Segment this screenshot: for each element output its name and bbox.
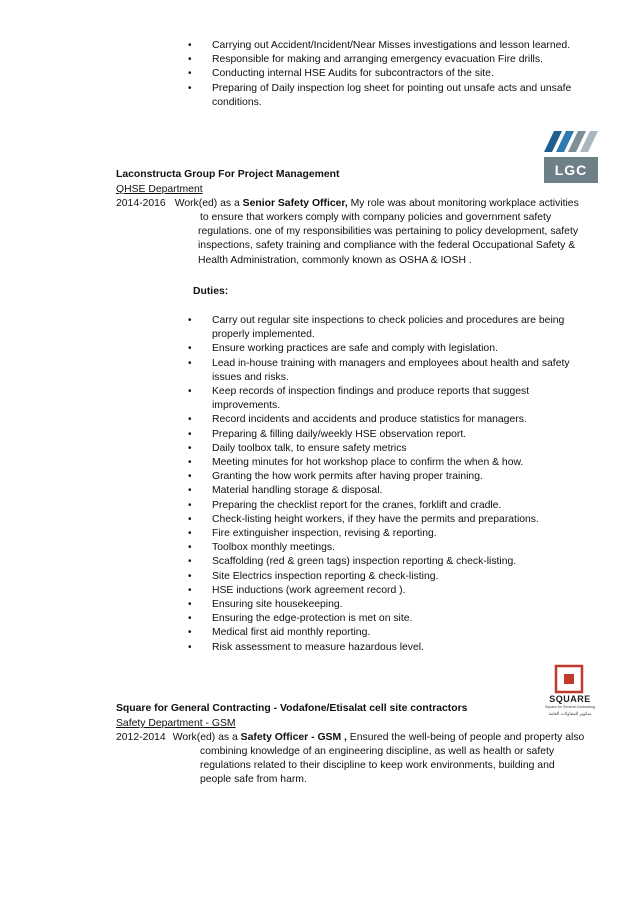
list-item: • Carry out regular site inspections to check policies and procedures are being properly implemented. (188, 314, 593, 342)
list-item: • HSE inductions (work agreement record ). (188, 584, 593, 598)
job-line (116, 731, 584, 745)
description-line: inspections, safety training and compliance with the federal Occupational Safety & (198, 240, 576, 252)
period: 2012-2014 (116, 732, 166, 743)
list-item: • Fire extinguisher inspection, revising & reporting. (188, 527, 593, 541)
description-line: to ensure that workers comply with company policies and government safety (200, 212, 552, 223)
description-line: people safe from harm. (200, 774, 307, 786)
square-logo-text: SQUARE (549, 694, 591, 704)
list-item: • Toolbox monthly meetings. (188, 541, 593, 555)
list-item: • Ensuring the edge-protection is met on site. (188, 612, 593, 626)
role-description (198, 211, 578, 268)
list-item: • Ensure working practices are safe and comply with legislation. (188, 342, 593, 356)
list-item: • Check-listing height workers, if they have the permits and preparations. (188, 513, 593, 527)
worked-as-label: Work(ed) as a (174, 198, 243, 209)
list-item: • Lead in-house training with managers and employees about health and safety issues and risks. (188, 357, 593, 385)
list-item: • Granting the how work permits after having proper training. (188, 470, 593, 484)
list-item: • Preparing of Daily inspection log sheet for pointing out unsafe acts and unsafe conditions. (188, 82, 598, 110)
period: 2014-2016 (116, 198, 166, 209)
list-item: • Meeting minutes for hot workshop place to confirm the when & how. (188, 456, 593, 470)
description-line: Health Administration, commonly known as OSHA & IOSH . (198, 254, 472, 266)
list-item: • Keep records of inspection findings and produce reports that suggest improvements. (188, 385, 593, 413)
list-item: • Site Electrics inspection reporting & check-listing. (188, 570, 593, 584)
role-description-start: Ensured the well-being of people and property also (346, 732, 585, 743)
list-item: • Scaffolding (red & green tags) inspection reporting & check-listing. (188, 555, 593, 569)
square-logo-subtitle: Square for General Contracting (545, 705, 595, 709)
department-name: Safety Department - GSM (116, 718, 236, 729)
list-item: • Conducting internal HSE Audits for subcontractors of the site. (188, 67, 598, 81)
lgc-logo (540, 127, 602, 185)
role-description-start: My role was about monitoring workplace activities (347, 198, 579, 209)
role-description (200, 745, 555, 788)
duties-list (188, 314, 593, 655)
square-logo (542, 664, 598, 720)
department-name: QHSE Department (116, 184, 203, 195)
list-item: • Record incidents and accidents and produce statistics for managers. (188, 413, 593, 427)
top-bullet-list (188, 39, 598, 110)
list-item: • Responsible for making and arranging emergency evacuation Fire drills. (188, 53, 598, 67)
job-line (116, 197, 579, 211)
list-item: • Risk assessment to measure hazardous level. (188, 641, 593, 655)
list-item: • Preparing the checklist report for the cranes, forklift and cradle. (188, 499, 593, 513)
list-item: • Carrying out Accident/Incident/Near Misses investigations and lesson learned. (188, 39, 598, 53)
list-item: • Preparing & filling daily/weekly HSE observation report. (188, 428, 593, 442)
role-title: Safety Officer - GSM , (240, 732, 347, 743)
list-item: • Medical first aid monthly reporting. (188, 626, 593, 640)
company-name: Laconstructa Group For Project Management (116, 169, 340, 180)
description-line: regulations. one of my responsibilities was pertaining to policy development, safety (198, 226, 579, 238)
role-title: Senior Safety Officer, (242, 198, 348, 209)
company-name: Square for General Contracting - Vodafone/Etisalat cell site contractors (116, 703, 468, 714)
square-logo-arabic: سكوير للمقاولات العامة (548, 711, 592, 716)
worked-as-label: Work(ed) as a (172, 732, 241, 743)
description-line: regulations related to their discipline to keep work environments, building and (200, 760, 555, 772)
list-item: • Ensuring site housekeeping. (188, 598, 593, 612)
lgc-logo-text: LGC (554, 162, 588, 178)
list-item: • Daily toolbox talk, to ensure safety metrics (188, 442, 593, 456)
list-item: • Material handling storage & disposal. (188, 484, 593, 498)
description-line: combining knowledge of an engineering discipline, as well as health or safety (200, 746, 555, 757)
duties-heading: Duties: (193, 286, 229, 297)
